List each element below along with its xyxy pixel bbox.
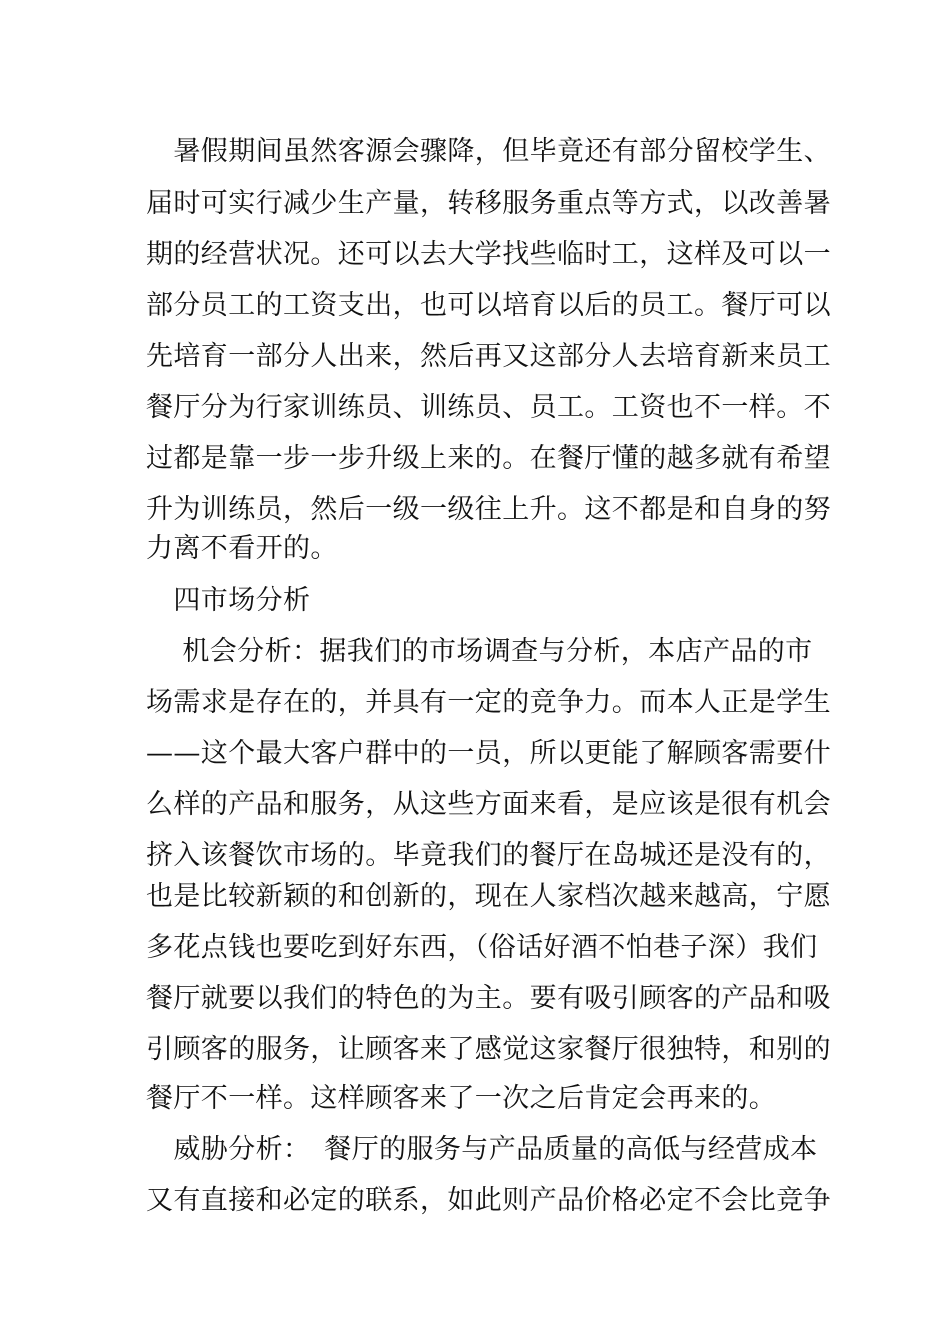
text-line: 又有直接和必定的联系，如此则产品价格必定不会比竞争 <box>146 1185 831 1216</box>
text-line: 么样的产品和服务，从这些方面来看，是应该是很有机会 <box>146 789 831 820</box>
text-line: 引顾客的服务，让顾客来了感觉这家餐厅很独特，和别的 <box>146 1034 831 1065</box>
text-line: 机会分析：据我们的市场调查与分析，本店产品的市 <box>146 636 813 667</box>
text-line: 也是比较新颖的和创新的，现在人家档次越来越高，宁愿 <box>146 881 831 912</box>
text-line: 餐厅分为行家训练员、训练员、员工。工资也不一样。不 <box>146 392 831 423</box>
text-line: 部分员工的工资支出，也可以培育以后的员工。餐厅可以 <box>146 290 831 321</box>
text-line: 升为训练员，然后一级一级往上升。这不都是和自身的努 <box>146 494 831 525</box>
text-line: 多花点钱也要吃到好东西，（俗话好酒不怕巷子深）我们 <box>146 932 818 963</box>
text-line: 届时可实行减少生产量，转移服务重点等方式，以改善暑 <box>146 188 831 219</box>
text-line: 场需求是存在的，并具有一定的竞争力。而本人正是学生 <box>146 687 831 718</box>
text-line: ——这个最大客户群中的一员，所以更能了解顾客需要什 <box>146 738 831 769</box>
section-heading: 四市场分析 <box>146 585 311 616</box>
text-line: 力离不看开的。 <box>146 533 338 564</box>
text-line: 挤入该餐饮市场的。毕竟我们的餐厅在岛城还是没有的， <box>146 840 831 871</box>
text-line: 先培育一部分人出来，然后再又这部分人去培育新来员工 <box>146 341 831 372</box>
text-line: 餐厅不一样。这样顾客来了一次之后肯定会再来的。 <box>146 1083 777 1114</box>
text-line: 威胁分析： 餐厅的服务与产品质量的高低与经营成本 <box>146 1134 818 1165</box>
text-line: 期的经营状况。还可以去大学找些临时工，这样及可以一 <box>146 239 831 270</box>
text-line: 过都是靠一步一步升级上来的。在餐厅懂的越多就有希望 <box>146 443 831 474</box>
text-line: 暑假期间虽然客源会骤降，但毕竟还有部分留校学生、 <box>146 136 831 167</box>
text-line: 餐厅就要以我们的特色的为主。要有吸引顾客的产品和吸 <box>146 983 831 1014</box>
